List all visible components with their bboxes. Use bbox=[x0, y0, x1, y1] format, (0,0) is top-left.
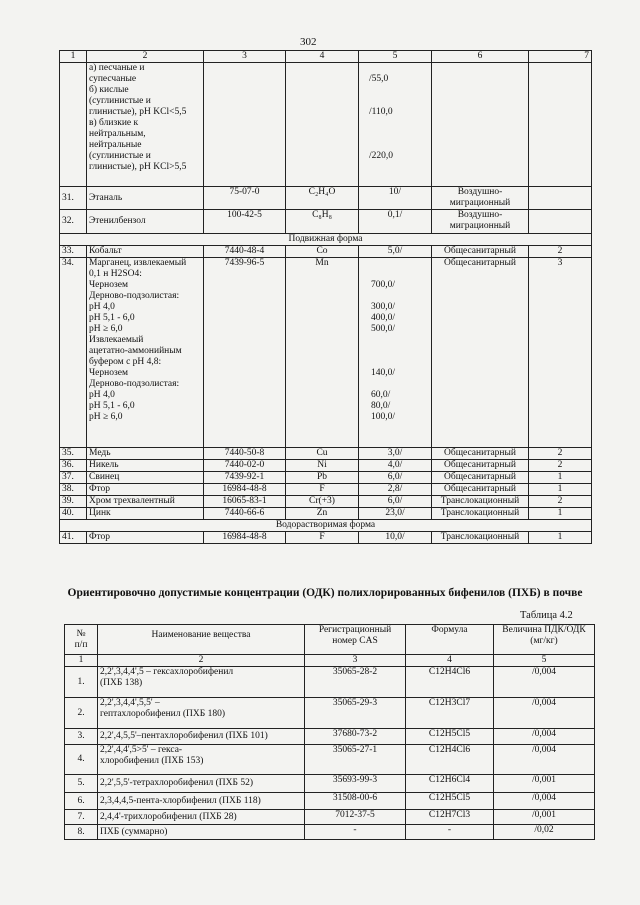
limit-value: 10,0/ bbox=[359, 532, 432, 544]
limit-value: /0,004 bbox=[494, 793, 595, 810]
section-title: Ориентировочно допустимые концентрации (ОДК) полихлорированных бифенилов (ПХБ) в почве bbox=[67, 587, 583, 599]
cas-number: 35065-29-3 bbox=[305, 698, 406, 729]
col-number: 3 bbox=[305, 655, 406, 667]
col-number: 5 bbox=[494, 655, 595, 667]
formula: Mn bbox=[286, 258, 359, 448]
table-label: Таблица 4.2 bbox=[520, 610, 573, 621]
header-formula: Формула bbox=[406, 625, 494, 655]
row-number: 2. bbox=[65, 698, 98, 729]
col-number: 2 bbox=[87, 51, 204, 63]
col-number: 7 bbox=[529, 51, 592, 63]
row-number: 41. bbox=[60, 532, 87, 544]
formula: Cu bbox=[286, 448, 359, 460]
row-number: 7. bbox=[65, 810, 98, 825]
limit-value: /0,004 bbox=[494, 698, 595, 729]
header-name: Наименование вещества bbox=[98, 625, 305, 655]
substance-name: 2,2',3,4,4',5,5' – гептахлоробифенил (ПХБ 180) bbox=[98, 698, 305, 729]
table-row bbox=[60, 532, 592, 544]
substance-name: Медь bbox=[87, 448, 204, 460]
row-number: 36. bbox=[60, 460, 87, 472]
limit-value: /0,001 bbox=[494, 810, 595, 825]
row-number: 4. bbox=[65, 745, 98, 775]
substance-name: 2,2',5,5'-тетрахлоробифенил (ПХБ 52) bbox=[98, 775, 305, 793]
row-number: 8. bbox=[65, 825, 98, 840]
hazard-class bbox=[529, 187, 592, 210]
substance-name: Этаналь bbox=[87, 187, 204, 210]
limit-value: 5,0/ bbox=[359, 246, 432, 258]
header-number: № п/п bbox=[65, 625, 98, 655]
hazard-class: 1 bbox=[529, 508, 592, 520]
row-number: 5. bbox=[65, 775, 98, 793]
row-number: 38. bbox=[60, 484, 87, 496]
table-row bbox=[65, 793, 595, 810]
formula: - bbox=[406, 825, 494, 840]
table-row bbox=[60, 496, 592, 508]
substance-name: Цинк bbox=[87, 508, 204, 520]
table-row bbox=[60, 472, 592, 484]
column-number-row bbox=[65, 655, 595, 667]
table-row bbox=[65, 825, 595, 840]
limit-value: /0,001 bbox=[494, 775, 595, 793]
page-number: 302 bbox=[300, 36, 317, 48]
cas-number: 35065-27-1 bbox=[305, 745, 406, 775]
cas-number: 16984-48-8 bbox=[204, 532, 286, 544]
substance-name: 2,2',4,5,5'–пентахлоробифенил (ПХБ 101) bbox=[98, 729, 305, 745]
substance-name: Этенилбензол bbox=[87, 210, 204, 234]
row-number: 39. bbox=[60, 496, 87, 508]
substance-name: 2,2',3,4,4',5 – гексахлоробифенил (ПХБ 138) bbox=[98, 667, 305, 698]
col-number: 1 bbox=[60, 51, 87, 63]
harm-indicator: Транслокационный bbox=[432, 508, 529, 520]
limit-value: 2,8/ bbox=[359, 484, 432, 496]
harm-indicator: Воздушно- миграционный bbox=[432, 210, 529, 234]
hazard-class: 2 bbox=[529, 460, 592, 472]
harm-indicator: Транслокационный bbox=[432, 532, 529, 544]
section-row bbox=[60, 520, 592, 532]
harm-indicator: Общесанитарный bbox=[432, 460, 529, 472]
cas-number: 7012-37-5 bbox=[305, 810, 406, 825]
cas-number: 31508-00-6 bbox=[305, 793, 406, 810]
cas-number: - bbox=[305, 825, 406, 840]
pcb-limits-table bbox=[64, 624, 595, 840]
table-row bbox=[60, 484, 592, 496]
soil-limits-table bbox=[59, 50, 592, 544]
harm-indicator: Транслокационный bbox=[432, 496, 529, 508]
limit-value: /0,004 bbox=[494, 745, 595, 775]
substance-name: 2,4,4'-трихлоробифенил (ПХБ 28) bbox=[98, 810, 305, 825]
header-value: Величина ПДК/ОДК (мг/кг) bbox=[494, 625, 595, 655]
harm-indicator: Общесанитарный bbox=[432, 258, 529, 448]
hazard-class bbox=[529, 210, 592, 234]
table-row bbox=[60, 258, 592, 448]
formula: Zn bbox=[286, 508, 359, 520]
table-row bbox=[60, 246, 592, 258]
row-number: 6. bbox=[65, 793, 98, 810]
row-number: 34. bbox=[60, 258, 87, 448]
harm-indicator: Воздушно- миграционный bbox=[432, 187, 529, 210]
cas-number: 7440-66-6 bbox=[204, 508, 286, 520]
formula: C₈H₈ bbox=[286, 210, 359, 234]
limit-value: 10/ bbox=[359, 187, 432, 210]
col-number: 1 bbox=[65, 655, 98, 667]
formula: C12H5Cl5 bbox=[406, 729, 494, 745]
row-number: 35. bbox=[60, 448, 87, 460]
table-row bbox=[60, 448, 592, 460]
hazard-class: 3 bbox=[529, 258, 592, 448]
cas-number: 7439-92-1 bbox=[204, 472, 286, 484]
formula: Cr(+3) bbox=[286, 496, 359, 508]
substance-name: ПХБ (суммарно) bbox=[98, 825, 305, 840]
formula: C₂H₄O bbox=[286, 187, 359, 210]
harm-indicator: Общесанитарный bbox=[432, 484, 529, 496]
col-number: 4 bbox=[406, 655, 494, 667]
limit-value: /0,004 bbox=[494, 667, 595, 698]
hazard-class: 2 bbox=[529, 448, 592, 460]
soil-type-list: а) песчаные и супесчаные б) кислые (суглинистые и глинистые), рН KCl<5,5 в) близкие к нейтральным, нейтральные (суглинистые и глинистые), рН KCl>5,5 bbox=[87, 63, 204, 187]
row-number: 31. bbox=[60, 187, 87, 210]
substance-name: Свинец bbox=[87, 472, 204, 484]
limit-value: /0,02 bbox=[494, 825, 595, 840]
hazard-class: 1 bbox=[529, 484, 592, 496]
row-number: 32. bbox=[60, 210, 87, 234]
substance-name: 2,3,4,4,5-пента-хлорбифенил (ПХБ 118) bbox=[98, 793, 305, 810]
table-row bbox=[60, 210, 592, 234]
limit-values: 700,0/ 300,0/ 400,0/ 500,0/ 140,0/ 60,0/ 80,0/ 100,0/ bbox=[359, 258, 432, 448]
limit-value: 6,0/ bbox=[359, 472, 432, 484]
cas-number: 35693-99-3 bbox=[305, 775, 406, 793]
table-row bbox=[65, 667, 595, 698]
substance-name: 2,2',4,4',5>5' – гекса- хлоробифенил (ПХБ 153) bbox=[98, 745, 305, 775]
limit-value: /0,004 bbox=[494, 729, 595, 745]
formula: C12H3Cl7 bbox=[406, 698, 494, 729]
col-number: 2 bbox=[98, 655, 305, 667]
section-mobile-form: Подвижная форма bbox=[60, 234, 592, 246]
formula: C12H4Cl6 bbox=[406, 745, 494, 775]
formula: F bbox=[286, 484, 359, 496]
limit-value: 0,1/ bbox=[359, 210, 432, 234]
cas-number: 7440-50-8 bbox=[204, 448, 286, 460]
formula: C12H5Cl5 bbox=[406, 793, 494, 810]
harm-indicator: Общесанитарный bbox=[432, 472, 529, 484]
formula: C12H4Cl6 bbox=[406, 667, 494, 698]
table-row bbox=[60, 460, 592, 472]
substance-name: Никель bbox=[87, 460, 204, 472]
limit-value: 4,0/ bbox=[359, 460, 432, 472]
formula: Co bbox=[286, 246, 359, 258]
hazard-class: 2 bbox=[529, 496, 592, 508]
substance-name: Фтор bbox=[87, 484, 204, 496]
cas-number: 16065-83-1 bbox=[204, 496, 286, 508]
cas-number: 37680-73-2 bbox=[305, 729, 406, 745]
col-number: 6 bbox=[432, 51, 529, 63]
limit-value: 23,0/ bbox=[359, 508, 432, 520]
soil-values: /55,0 /110,0 /220,0 bbox=[359, 63, 432, 187]
cas-number: 35065-28-2 bbox=[305, 667, 406, 698]
col-number: 4 bbox=[286, 51, 359, 63]
table-row bbox=[65, 729, 595, 745]
limit-value: 3,0/ bbox=[359, 448, 432, 460]
col-number: 5 bbox=[359, 51, 432, 63]
substance-name: Марганец, извлекаемый 0,1 н H2SO4: Чернозем Дерново-подзолистая: рН 4,0 рН 5,1 - 6,0 рН ≥ 6,0 Извлекаемый ацетатно-аммонийным буфером с рН 4,8: Чернозем Дерново-подзолистая: рН 4,0 рН 5,1 - 6,0 рН ≥ 6,0 bbox=[87, 258, 204, 448]
table-row bbox=[65, 810, 595, 825]
column-number-row bbox=[60, 51, 592, 63]
cas-number: 7440-48-4 bbox=[204, 246, 286, 258]
table-row bbox=[65, 775, 595, 793]
row-number: 40. bbox=[60, 508, 87, 520]
hazard-class: 2 bbox=[529, 246, 592, 258]
cas-number: 7440-02-0 bbox=[204, 460, 286, 472]
formula: C12H7Cl3 bbox=[406, 810, 494, 825]
cas-number: 100-42-5 bbox=[204, 210, 286, 234]
row-number: 33. bbox=[60, 246, 87, 258]
table-row bbox=[65, 698, 595, 729]
table-row bbox=[65, 745, 595, 775]
row-number: 3. bbox=[65, 729, 98, 745]
formula: Ni bbox=[286, 460, 359, 472]
col-number: 3 bbox=[204, 51, 286, 63]
limit-value: 6,0/ bbox=[359, 496, 432, 508]
cas-number: 16984-48-8 bbox=[204, 484, 286, 496]
table-row bbox=[60, 63, 592, 187]
section-row bbox=[60, 234, 592, 246]
header-row bbox=[65, 625, 595, 655]
harm-indicator: Общесанитарный bbox=[432, 246, 529, 258]
table-row bbox=[60, 508, 592, 520]
substance-name: Хром трехвалентный bbox=[87, 496, 204, 508]
harm-indicator: Общесанитарный bbox=[432, 448, 529, 460]
header-cas: Регистрационный номер CAS bbox=[305, 625, 406, 655]
hazard-class: 1 bbox=[529, 532, 592, 544]
cas-number: 75-07-0 bbox=[204, 187, 286, 210]
formula: Pb bbox=[286, 472, 359, 484]
section-water-soluble-form: Водорастворимая форма bbox=[60, 520, 592, 532]
formula: C12H6Cl4 bbox=[406, 775, 494, 793]
row-number: 37. bbox=[60, 472, 87, 484]
substance-name: Фтор bbox=[87, 532, 204, 544]
row-number: 1. bbox=[65, 667, 98, 698]
hazard-class: 1 bbox=[529, 472, 592, 484]
formula: F bbox=[286, 532, 359, 544]
table-row bbox=[60, 187, 592, 210]
cas-number: 7439-96-5 bbox=[204, 258, 286, 448]
substance-name: Кобальт bbox=[87, 246, 204, 258]
